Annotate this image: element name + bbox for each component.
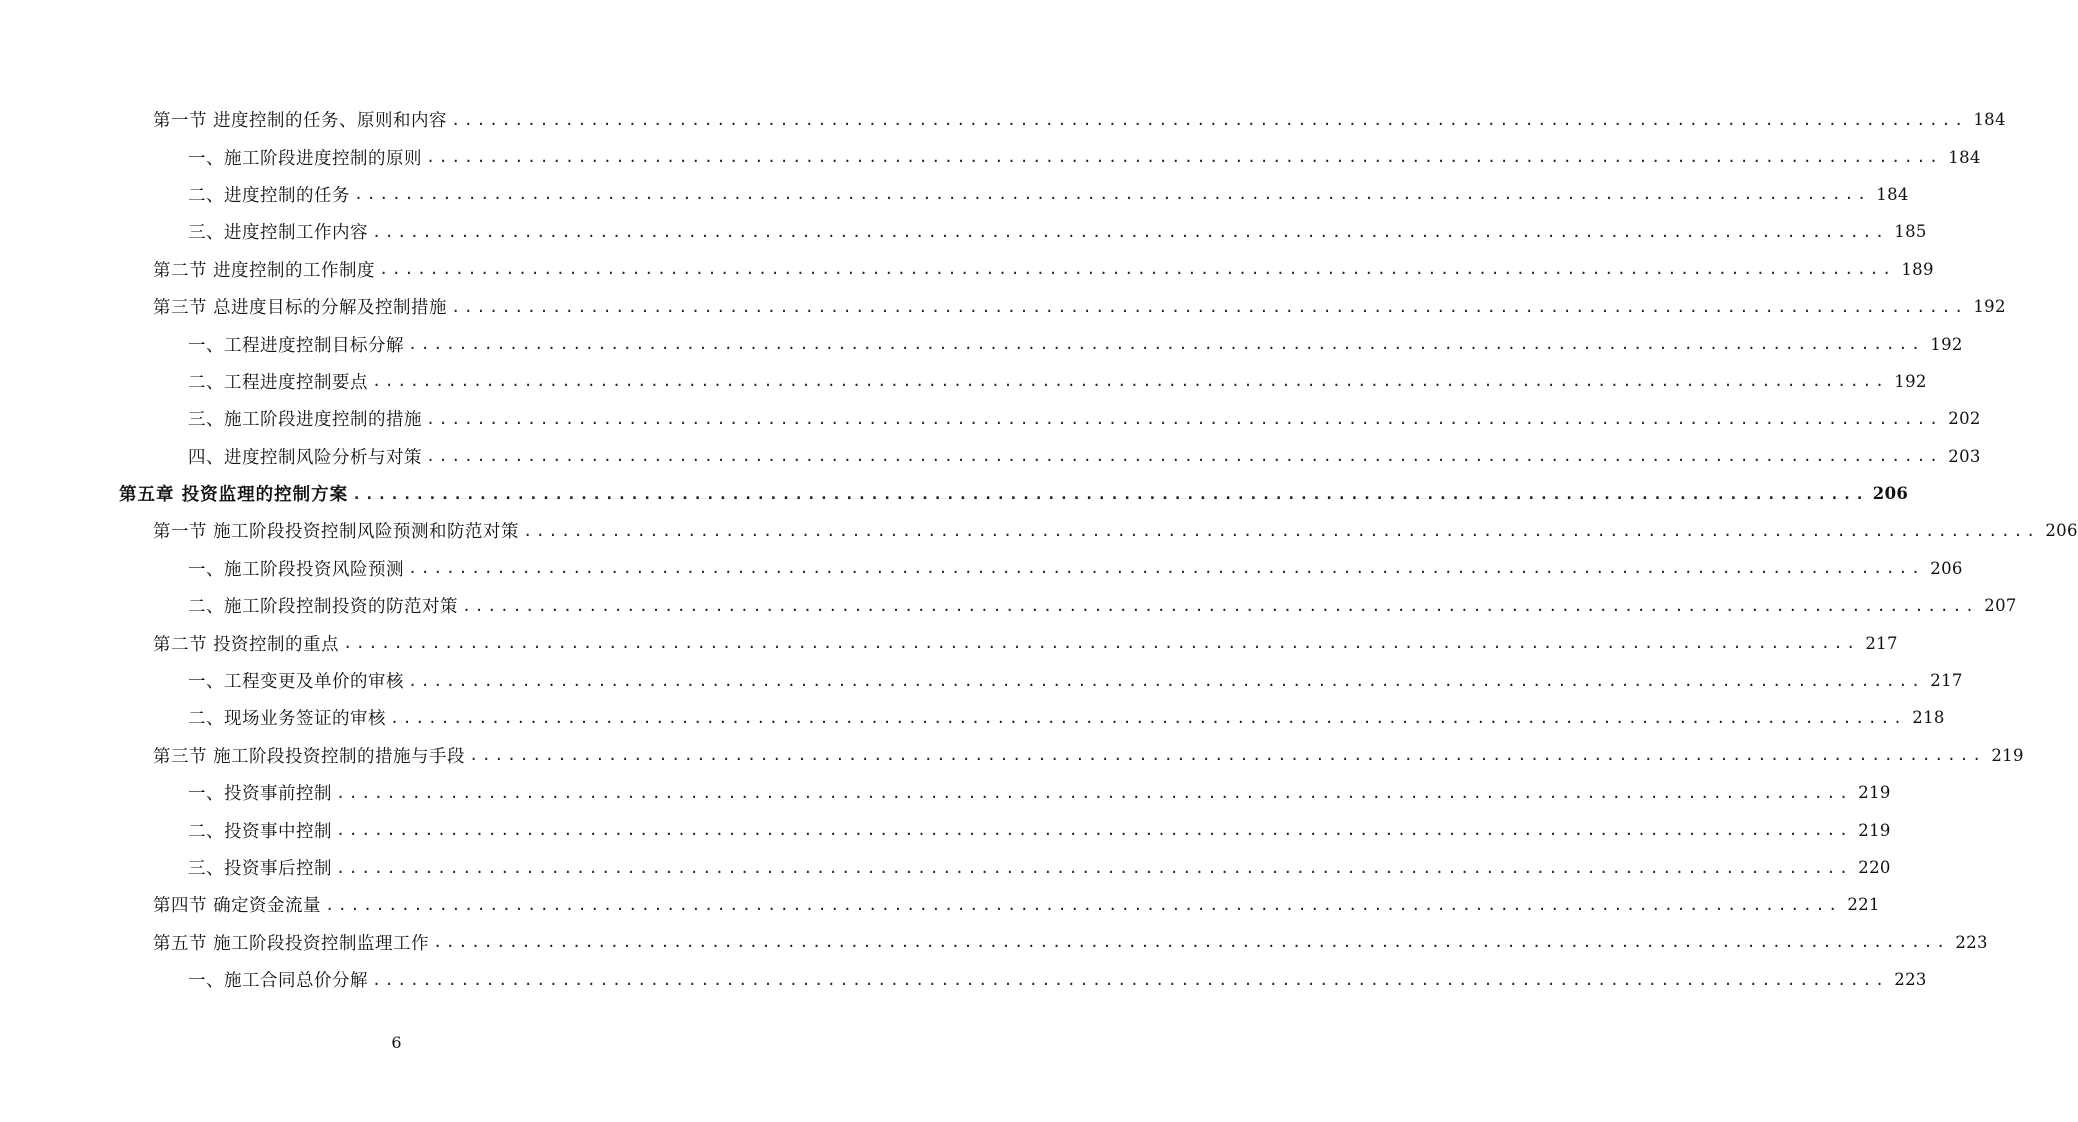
toc-entry-section[interactable] [0,737,2024,774]
toc-entry-item[interactable] [0,438,1981,475]
toc-entry-chapter[interactable] [0,475,1909,512]
dot-leader: ........................................................................................................................ [343,634,1859,653]
toc-entry-section[interactable] [0,101,2006,138]
toc-entry-item[interactable] [0,325,1963,362]
toc-entry-page-number: 220 [1858,858,1891,877]
toc-entry-item[interactable] [0,138,1981,175]
toc-entry-title: 二、工程进度控制要点 [188,372,368,393]
toc-entry-page-number: 207 [1984,596,2017,616]
dot-leader: ........................................................................................................................ [336,858,1852,877]
toc-entry-title: 一、施工阶段进度控制的原则 [188,148,422,169]
toc-entry-title: 第三节 施工阶段投资控制的措施与手段 [153,746,466,767]
toc-entry-item[interactable] [0,699,1945,736]
toc-entry-page-number: 189 [1901,259,1934,279]
toc-entry-section[interactable] [0,512,2078,549]
toc-entry-section[interactable] [0,251,1934,288]
toc-entry-item[interactable] [0,176,1909,213]
dot-leader: ........................................................................................................................ [523,521,2039,540]
dot-leader: ........................................................................................................................ [433,933,1949,952]
toc-entry-page-number: 219 [1991,745,2024,765]
toc-entry-title: 二、施工阶段控制投资的防范对策 [188,597,458,618]
dot-leader: ........................................................................................................................ [336,783,1852,802]
toc-entry-title: 第四节 确定资金流量 [153,896,322,917]
dot-leader: ........................................................................................................................ [325,895,1841,914]
toc-entry-page-number: 206 [1930,558,1963,578]
table-of-contents [0,101,2078,998]
toc-entry-title: 三、施工阶段进度控制的措施 [188,410,422,431]
dot-leader: ........................................................................................................................ [426,148,1942,167]
toc-entry-item[interactable] [0,213,1927,250]
dot-leader: ........................................................................................................................ [426,409,1942,428]
toc-entry-title: 一、工程变更及单价的审核 [188,672,404,693]
toc-entry-page-number: 217 [1930,671,1963,691]
toc-entry-title: 一、施工合同总价分解 [188,971,368,992]
toc-entry-item[interactable] [0,400,1981,437]
dot-leader: ........................................................................................................................ [451,110,1967,129]
toc-entry-title: 第三节 总进度目标的分解及控制措施 [153,298,448,319]
toc-entry-page-number: 219 [1858,783,1891,803]
toc-entry-page-number: 184 [1948,147,1981,167]
toc-entry-page-number: 221 [1847,895,1880,915]
toc-entry-page-number: 192 [1930,334,1963,354]
toc-entry-item[interactable] [0,550,1963,587]
toc-entry-title: 第一节 施工阶段投资控制风险预测和防范对策 [153,522,520,543]
toc-entry-title: 第五节 施工阶段投资控制监理工作 [153,933,430,954]
toc-entry-title: 四、进度控制风险分析与对策 [188,447,422,468]
dot-leader: ........................................................................................................................ [372,222,1888,241]
toc-entry-page-number: 218 [1912,708,1945,728]
dot-leader: ........................................................................................................................ [390,708,1906,727]
toc-entry-page-number: 192 [1894,371,1927,391]
dot-leader: ........................................................................................................................ [354,185,1870,204]
toc-entry-title: 二、进度控制的任务 [188,185,350,206]
dot-leader: ........................................................................................................................ [372,372,1888,391]
toc-entry-page-number: 202 [1948,409,1981,429]
toc-entry-title: 二、投资事中控制 [188,821,332,842]
toc-entry-page-number: 223 [1894,970,1927,990]
dot-leader: ........................................................................................................................ [408,559,1924,578]
dot-leader: ........................................................................................................................ [451,297,1967,316]
dot-leader: ........................................................................................................................ [336,821,1852,840]
toc-entry-page-number: 217 [1865,633,1898,653]
toc-entry-page-number: 223 [1955,932,1988,952]
toc-entry-title: 一、工程进度控制目标分解 [188,335,404,356]
dot-leader: ........................................................................................................................ [408,335,1924,354]
toc-entry-section[interactable] [0,886,1880,923]
toc-entry-page-number: 203 [1948,446,1981,466]
toc-entry-title: 一、投资事前控制 [188,784,332,805]
toc-entry-page-number: 185 [1894,222,1927,242]
toc-entry-item[interactable] [0,587,2017,624]
toc-entry-item[interactable] [0,849,1891,886]
toc-entry-title: 二、现场业务签证的审核 [188,709,386,730]
toc-entry-title: 第二节 进度控制的工作制度 [153,260,376,281]
toc-entry-title: 第二节 投资控制的重点 [153,634,340,655]
dot-leader: ........................................................................................................................ [462,596,1978,615]
toc-entry-title: 第一节 进度控制的任务、原则和内容 [153,111,448,132]
dot-leader: ........................................................................................................................ [426,447,1942,466]
toc-entry-page-number: 184 [1876,184,1909,204]
toc-entry-item[interactable] [0,961,1927,998]
toc-entry-page-number: 206 [1872,484,1909,504]
toc-entry-page-number: 219 [1858,820,1891,840]
toc-entry-page-number: 192 [1973,297,2006,317]
toc-entry-item[interactable] [0,811,1891,848]
toc-entry-title: 一、施工阶段投资风险预测 [188,559,404,580]
dot-leader: ........................................................................................................................ [372,970,1888,989]
toc-entry-page-number: 184 [1973,110,2006,130]
toc-entry-title: 三、投资事后控制 [188,859,332,879]
toc-entry-page-number: 206 [2045,521,2078,541]
toc-entry-title: 三、进度控制工作内容 [188,223,368,244]
dot-leader: ........................................................................................................................ [469,746,1985,765]
dot-leader: ........................................................................................................................ [379,260,1895,279]
toc-entry-item[interactable] [0,774,1891,811]
toc-entry-section[interactable] [0,288,2006,325]
toc-entry-item[interactable] [0,363,1927,400]
page-number: 6 [391,1033,402,1052]
dot-leader: ........................................................................................................................ [352,484,1868,503]
toc-entry-section[interactable] [0,624,1898,661]
toc-entry-item[interactable] [0,662,1963,699]
toc-entry-title: 第五章 投资监理的控制方案 [119,485,349,506]
dot-leader: ........................................................................................................................ [408,671,1924,690]
toc-entry-section[interactable] [0,924,1988,961]
